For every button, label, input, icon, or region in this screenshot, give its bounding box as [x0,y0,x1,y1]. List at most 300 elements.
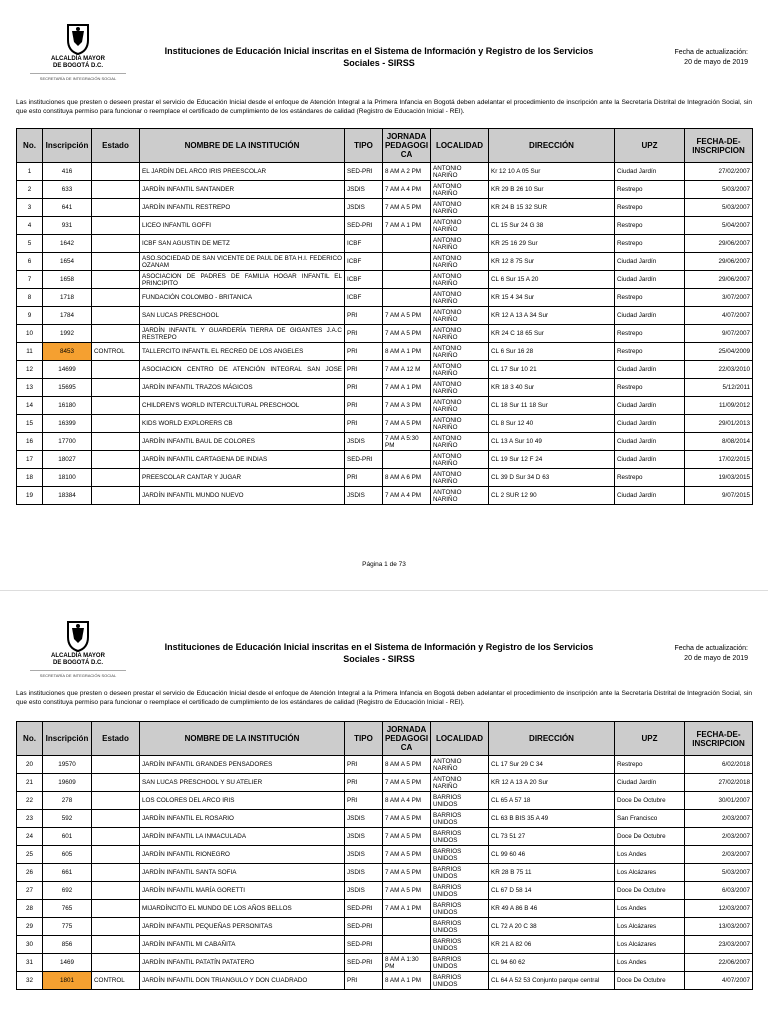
cell-tipo: SED-PRI [345,163,383,181]
cell-upz: Restrepo [615,199,685,217]
cell-estado [92,361,140,379]
title-line-1: Instituciones de Educación Inicial inscritas en el Sistema de Información y Registro de los Servicios [164,46,594,56]
cell-estado [92,774,140,792]
cell-no: 15 [17,415,43,433]
cell-nombre: ASOCIACION DE PADRES DE FAMILIA HOGAR INFANTIL EL PRINCIPITO [140,271,345,289]
cell-no: 8 [17,289,43,307]
cell-direccion: CL 39 D Sur 34 D 63 [489,469,615,487]
cell-upz: Restrepo [615,181,685,199]
cell-jornada [383,451,431,469]
updated-block [628,48,748,68]
table-row [17,199,753,217]
cell-jornada: 8 AM A 6 PM [383,469,431,487]
cell-direccion: CL 99 60 46 [489,846,615,864]
cell-fecha: 2/03/2007 [685,846,753,864]
cell-jornada: 7 AM A 3 PM [383,397,431,415]
cell-upz: Ciudad Jardín [615,397,685,415]
cell-nombre: CHILDREN'S WORLD INTERCULTURAL PRESCHOOL [140,397,345,415]
cell-nombre: JARDÍN INFANTIL DON TRIANGULO Y DON CUADRADO [140,972,345,990]
cell-tipo: JSDIS [345,810,383,828]
cell-estado: CONTROL [92,343,140,361]
cell-inscripcion: 16180 [43,397,92,415]
table-row [17,397,753,415]
cell-estado [92,415,140,433]
cell-localidad: BARRIOS UNIDOS [431,828,489,846]
cell-no: 30 [17,936,43,954]
cell-localidad: ANTONIO NARIÑO [431,307,489,325]
cell-nombre: JARDÍN INFANTIL SANTANDER [140,181,345,199]
cell-tipo: JSDIS [345,487,383,505]
cell-upz: Restrepo [615,235,685,253]
table-row [17,289,753,307]
cell-localidad: BARRIOS UNIDOS [431,954,489,972]
cell-direccion: KR 18 3 40 Sur [489,379,615,397]
cell-no: 21 [17,774,43,792]
cell-inscripcion: 17700 [43,433,92,451]
cell-jornada [383,289,431,307]
cell-no: 29 [17,918,43,936]
table-row [17,469,753,487]
cell-jornada: 7 AM A 1 PM [383,217,431,235]
cell-fecha: 22/03/2010 [685,361,753,379]
cell-jornada: 7 AM A 5 PM [383,810,431,828]
cell-upz: Restrepo [615,289,685,307]
logo-line-3: SECRETARÍA DE INTEGRACIÓN SOCIAL [30,670,126,678]
col-no: No. [17,129,43,163]
logo-line-2: DE BOGOTÁ D.C. [52,660,103,666]
cell-no: 12 [17,361,43,379]
table-body-page-2 [17,756,753,990]
cell-estado [92,163,140,181]
cell-jornada: 7 AM A 5 PM [383,828,431,846]
cell-tipo: PRI [345,397,383,415]
cell-localidad: ANTONIO NARIÑO [431,487,489,505]
cell-nombre: SAN LUCAS PRESCHOOL [140,307,345,325]
cell-no: 2 [17,181,43,199]
cell-estado [92,433,140,451]
cell-nombre: FUNDACIÓN COLOMBO - BRITANICA [140,289,345,307]
table-row [17,253,753,271]
cell-upz: San Francisco [615,810,685,828]
cell-jornada: 7 AM A 1 PM [383,379,431,397]
cell-estado [92,918,140,936]
table-row [17,343,753,361]
cell-inscripcion: 1658 [43,271,92,289]
cell-fecha: 5/12/2011 [685,379,753,397]
cell-jornada [383,271,431,289]
bogota-logo [30,22,126,81]
cell-tipo: ICBF [345,271,383,289]
intro-text: Las instituciones que presten o deseen prestar el servicio de Educación Inicial desde el enfoque de Atención Integral a la Primera Infancia en Bogotá deben adelantar el procedimiento de inscripción ante la Secretaría Distrital de Integración Social, sin que esto constituya permiso para funcionar o reemplace el certificado de cumplimiento de los estándares de calidad (Registro de Educación Inicial - REI). [16,99,752,115]
table-row [17,451,753,469]
table-row [17,810,753,828]
cell-fecha: 29/06/2007 [685,271,753,289]
cell-estado [92,271,140,289]
cell-localidad: ANTONIO NARIÑO [431,199,489,217]
cell-no: 17 [17,451,43,469]
cell-fecha: 25/04/2009 [685,343,753,361]
cell-tipo: JSDIS [345,433,383,451]
cell-fecha: 4/07/2007 [685,307,753,325]
cell-tipo: PRI [345,774,383,792]
cell-estado [92,936,140,954]
cell-no: 4 [17,217,43,235]
cell-tipo: ICBF [345,235,383,253]
cell-jornada: 8 AM A 1 PM [383,343,431,361]
cell-upz: Doce De Octubre [615,828,685,846]
cell-localidad: BARRIOS UNIDOS [431,864,489,882]
cell-estado [92,235,140,253]
table-row [17,756,753,774]
cell-inscripcion: 775 [43,918,92,936]
col-tipo: TIPO [345,722,383,756]
col-jornada: JORNADA PEDAGOGI CA [383,722,431,756]
cell-direccion: KR 25 16 29 Sur [489,235,615,253]
cell-direccion: KR 24 C 18 65 Sur [489,325,615,343]
cell-upz: Restrepo [615,217,685,235]
cell-localidad: ANTONIO NARIÑO [431,756,489,774]
cell-nombre: ASOCIACION CENTRO DE ATENCIÓN INTEGRAL SAN JOSE [140,361,345,379]
institutions-table [16,721,753,990]
cell-direccion: KR 12 8 75 Sur [489,253,615,271]
cell-direccion: KR 15 4 34 Sur [489,289,615,307]
cell-jornada: 7 AM A 5 PM [383,882,431,900]
cell-upz: Ciudad Jardín [615,415,685,433]
table-header [17,722,753,756]
cell-direccion: CL 63 B BIS 35 A 49 [489,810,615,828]
cell-tipo: SED-PRI [345,900,383,918]
cell-jornada: 7 AM A 1 PM [383,900,431,918]
updated-block [628,644,748,664]
cell-localidad: BARRIOS UNIDOS [431,846,489,864]
cell-nombre: JARDÍN INFANTIL SANTA SOFIA [140,864,345,882]
cell-upz: Ciudad Jardín [615,307,685,325]
cell-direccion: CL 13 A Sur 10 49 [489,433,615,451]
cell-jornada: 7 AM A 5 PM [383,774,431,792]
cell-direccion: KR 49 A 86 B 46 [489,900,615,918]
cell-estado [92,810,140,828]
cell-estado [92,954,140,972]
cell-tipo: PRI [345,415,383,433]
cell-fecha: 6/03/2007 [685,882,753,900]
cell-no: 6 [17,253,43,271]
cell-jornada: 7 AM A 5 PM [383,307,431,325]
cell-nombre: TALLERCITO INFANTIL EL RECREO DE LOS ANGELES [140,343,345,361]
coat-of-arms-icon [61,22,95,56]
cell-fecha: 13/03/2007 [685,918,753,936]
cell-tipo: SED-PRI [345,918,383,936]
col-estado: Estado [92,722,140,756]
cell-jornada: 7 AM A 5 PM [383,325,431,343]
cell-direccion: CL 6 Sur 16 28 [489,343,615,361]
cell-localidad: ANTONIO NARIÑO [431,433,489,451]
cell-estado [92,864,140,882]
cell-inscripcion: 856 [43,936,92,954]
cell-no: 27 [17,882,43,900]
cell-no: 23 [17,810,43,828]
cell-tipo: PRI [345,307,383,325]
table-row [17,433,753,451]
cell-inscripcion: 1992 [43,325,92,343]
cell-tipo: PRI [345,972,383,990]
cell-inscripcion: 18100 [43,469,92,487]
cell-localidad: ANTONIO NARIÑO [431,235,489,253]
cell-fecha: 29/06/2007 [685,253,753,271]
cell-fecha: 5/03/2007 [685,181,753,199]
cell-tipo: SED-PRI [345,936,383,954]
cell-inscripcion: 19570 [43,756,92,774]
cell-upz: Ciudad Jardín [615,271,685,289]
cell-direccion: KR 28 B 75 11 [489,864,615,882]
cell-fecha: 30/01/2007 [685,792,753,810]
cell-jornada [383,235,431,253]
cell-fecha: 27/02/2018 [685,774,753,792]
table-row [17,217,753,235]
cell-upz: Doce De Octubre [615,792,685,810]
col-nombre: NOMBRE DE LA INSTITUCIÓN [140,129,345,163]
cell-nombre: MIJARDÍNCITO EL MUNDO DE LOS AÑOS BELLOS [140,900,345,918]
cell-direccion: CL 2 SUR 12 90 [489,487,615,505]
cell-no: 28 [17,900,43,918]
bogota-logo [30,619,126,678]
coat-of-arms-icon [61,619,95,653]
cell-inscripcion: 278 [43,792,92,810]
cell-upz: Ciudad Jardín [615,774,685,792]
cell-nombre: LOS COLORES DEL ARCO IRIS [140,792,345,810]
cell-direccion: CL 6 Sur 15 A 20 [489,271,615,289]
cell-inscripcion: 592 [43,810,92,828]
cell-upz: Doce De Octubre [615,972,685,990]
page-2 [0,591,768,1025]
col-localidad: LOCALIDAD [431,129,489,163]
cell-fecha: 22/06/2007 [685,954,753,972]
cell-localidad: ANTONIO NARIÑO [431,163,489,181]
cell-jornada: 7 AM A 4 PM [383,181,431,199]
cell-localidad: ANTONIO NARIÑO [431,379,489,397]
institutions-table [16,128,753,505]
table-row [17,972,753,990]
cell-inscripcion: 641 [43,199,92,217]
cell-upz: Los Alcázares [615,918,685,936]
table-row [17,954,753,972]
cell-inscripcion: 1654 [43,253,92,271]
cell-no: 31 [17,954,43,972]
cell-localidad: BARRIOS UNIDOS [431,936,489,954]
cell-fecha: 5/03/2007 [685,864,753,882]
cell-estado [92,253,140,271]
logo-line-2: DE BOGOTÁ D.C. [52,63,103,69]
cell-inscripcion: 14699 [43,361,92,379]
cell-estado [92,900,140,918]
table-row [17,900,753,918]
cell-no: 16 [17,433,43,451]
cell-no: 9 [17,307,43,325]
cell-nombre: JARDÍN INFANTIL EL ROSARIO [140,810,345,828]
cell-tipo: ICBF [345,253,383,271]
cell-fecha: 5/04/2007 [685,217,753,235]
cell-estado [92,217,140,235]
col-nombre: NOMBRE DE LA INSTITUCIÓN [140,722,345,756]
cell-direccion: KR 21 A 82 06 [489,936,615,954]
cell-upz: Restrepo [615,756,685,774]
cell-localidad: ANTONIO NARIÑO [431,415,489,433]
col-inscripcion: Inscripción [43,129,92,163]
cell-inscripcion: 1784 [43,307,92,325]
table-row [17,828,753,846]
cell-estado [92,882,140,900]
cell-fecha: 5/03/2007 [685,199,753,217]
cell-no: 32 [17,972,43,990]
cell-estado [92,181,140,199]
cell-estado [92,397,140,415]
table-row [17,774,753,792]
cell-estado [92,307,140,325]
cell-localidad: ANTONIO NARIÑO [431,271,489,289]
updated-date: 20 de mayo de 2019 [684,655,748,662]
cell-jornada [383,936,431,954]
updated-date: 20 de mayo de 2019 [684,59,748,66]
updated-label: Fecha de actualización: [674,645,748,652]
cell-nombre: ASO.SOCIEDAD DE SAN VICENTE DE PAUL DE BTA H.I. FEDERICO OZANAM [140,253,345,271]
cell-upz: Los Andes [615,900,685,918]
cell-upz: Ciudad Jardín [615,361,685,379]
cell-localidad: ANTONIO NARIÑO [431,253,489,271]
cell-estado [92,379,140,397]
cell-jornada: 7 AM A 5 PM [383,864,431,882]
table-row [17,235,753,253]
cell-tipo: PRI [345,361,383,379]
cell-localidad: ANTONIO NARIÑO [431,361,489,379]
cell-fecha: 29/01/2013 [685,415,753,433]
cell-inscripcion: 692 [43,882,92,900]
cell-upz: Los Andes [615,846,685,864]
cell-fecha: 2/03/2007 [685,828,753,846]
cell-nombre: JARDÍN INFANTIL PEQUEÑAS PERSONITAS [140,918,345,936]
cell-localidad: ANTONIO NARIÑO [431,397,489,415]
col-tipo: TIPO [345,129,383,163]
cell-no: 24 [17,828,43,846]
cell-estado [92,289,140,307]
cell-nombre: JARDÍN INFANTIL PATATÍN PATATERO [140,954,345,972]
cell-tipo: PRI [345,469,383,487]
cell-direccion: KR 12 A 13 A 34 Sur [489,307,615,325]
cell-direccion: CL 18 Sur 11 18 Sur [489,397,615,415]
cell-nombre: KIDS WORLD EXPLORERS CB [140,415,345,433]
cell-no: 18 [17,469,43,487]
cell-upz: Los Andes [615,954,685,972]
cell-jornada: 8 AM A 4 PM [383,792,431,810]
cell-nombre: EL JARDÍN DEL ARCO IRIS PREESCOLAR [140,163,345,181]
cell-tipo: JSDIS [345,828,383,846]
cell-no: 7 [17,271,43,289]
cell-inscripcion: 1469 [43,954,92,972]
cell-jornada [383,918,431,936]
col-estado: Estado [92,129,140,163]
table-row [17,882,753,900]
title-line-1: Instituciones de Educación Inicial inscritas en el Sistema de Información y Registro de los Servicios [164,642,594,652]
table-row [17,415,753,433]
cell-jornada: 7 AM A 12 M [383,361,431,379]
cell-inscripcion: 1642 [43,235,92,253]
col-direccion: DIRECCIÓN [489,129,615,163]
col-upz: UPZ [615,129,685,163]
table-row [17,918,753,936]
cell-direccion: CL 17 Sur 29 C 34 [489,756,615,774]
table-header [17,129,753,163]
cell-upz: Ciudad Jardín [615,451,685,469]
cell-fecha: 29/06/2007 [685,235,753,253]
cell-direccion: CL 73 51 27 [489,828,615,846]
cell-upz: Restrepo [615,343,685,361]
table-row [17,379,753,397]
cell-localidad: ANTONIO NARIÑO [431,451,489,469]
cell-localidad: ANTONIO NARIÑO [431,325,489,343]
cell-localidad: BARRIOS UNIDOS [431,882,489,900]
cell-inscripcion: 16399 [43,415,92,433]
col-fecha: FECHA-DE-INSCRIPCION [685,129,753,163]
cell-inscripcion: 633 [43,181,92,199]
cell-inscripcion: 601 [43,828,92,846]
cell-inscripcion: 19609 [43,774,92,792]
cell-localidad: BARRIOS UNIDOS [431,972,489,990]
cell-inscripcion: 8453 [43,343,92,361]
cell-upz: Ciudad Jardín [615,433,685,451]
cell-no: 22 [17,792,43,810]
cell-localidad: ANTONIO NARIÑO [431,289,489,307]
cell-inscripcion: 661 [43,864,92,882]
cell-nombre: JARDÍN INFANTIL RIONEGRO [140,846,345,864]
cell-nombre: JARDÍN INFANTIL GRANDES PENSADORES [140,756,345,774]
cell-fecha: 17/02/2015 [685,451,753,469]
cell-nombre: PREESCOLAR CANTAR Y JUGAR [140,469,345,487]
cell-estado [92,756,140,774]
cell-inscripcion: 416 [43,163,92,181]
col-direccion: DIRECCIÓN [489,722,615,756]
cell-no: 20 [17,756,43,774]
cell-no: 14 [17,397,43,415]
cell-fecha: 23/03/2007 [685,936,753,954]
cell-jornada: 8 AM A 1 PM [383,972,431,990]
cell-inscripcion: 1801 [43,972,92,990]
cell-no: 26 [17,864,43,882]
table-row [17,361,753,379]
cell-inscripcion: 1718 [43,289,92,307]
cell-nombre: JARDÍN INFANTIL LA INMACULADA [140,828,345,846]
col-jornada: JORNADA PEDAGOGI CA [383,129,431,163]
table-row [17,163,753,181]
cell-estado [92,451,140,469]
cell-upz: Ciudad Jardín [615,163,685,181]
cell-nombre: SAN LUCAS PRESCHOOL Y SU ATELIER [140,774,345,792]
cell-tipo: SED-PRI [345,451,383,469]
cell-fecha: 3/07/2007 [685,289,753,307]
table-row [17,307,753,325]
cell-tipo: PRI [345,325,383,343]
col-localidad: LOCALIDAD [431,722,489,756]
cell-fecha: 27/02/2007 [685,163,753,181]
cell-nombre: JARDÍN INFANTIL MI CABAÑITA [140,936,345,954]
cell-localidad: ANTONIO NARIÑO [431,469,489,487]
col-fecha: FECHA-DE-INSCRIPCION [685,722,753,756]
table-row [17,181,753,199]
logo-line-1: ALCALDÍA MAYOR [51,653,105,659]
table-row [17,864,753,882]
cell-jornada: 7 AM A 5:30 PM [383,433,431,451]
cell-estado [92,828,140,846]
cell-estado [92,792,140,810]
cell-tipo: SED-PRI [345,954,383,972]
logo-line-3: SECRETARÍA DE INTEGRACIÓN SOCIAL [30,73,126,81]
